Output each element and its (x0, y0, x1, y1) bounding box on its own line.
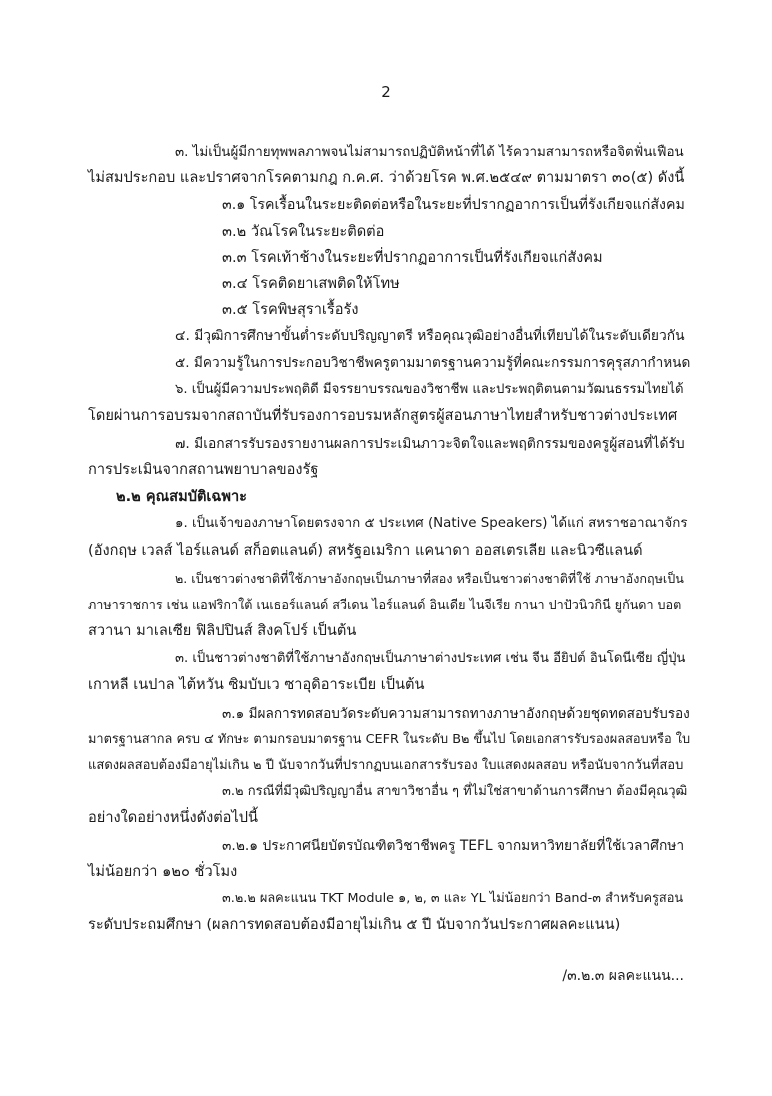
item-4: ๔. มีวุฒิการศึกษาขั้นต่ำระดับปริญญาตรี หรือคุณวุฒิอย่างอื่นที่เทียบได้ในระดับเดียวกัน (175, 328, 685, 344)
spec-item-3-2: ๓.๒ กรณีที่มีวุฒิปริญญาอื่น สาขาวิชาอื่น ๆ ที่ไม่ใช่สาขาด้านการศึกษา ต้องมีคุณวุฒิ (222, 784, 688, 799)
item-7-cont: การประเมินจากสถานพยาบาลของรัฐ (88, 461, 319, 478)
spec-item-1-cont: (อังกฤษ เวลส์ ไอร์แลนด์ สก็อตแลนด์) สหรัฐอเมริกา แคนาดา ออสเตรเลีย และนิวซีแลนด์ (88, 542, 643, 559)
item-5: ๕. มีความรู้ในการประกอบวิชาชีพครูตามมาตรฐานความรู้ที่คณะกรรมการคุรุสภากำหนด (175, 355, 691, 371)
spec-item-2-cont: ภาษาราชการ เช่น แอฟริกาใต้ เนเธอร์แลนด์ สวีเดน ไอร์แลนด์ อินเดีย ไนจีเรีย กานา ปาปัวนิวกินี ยูกันดา บอต (88, 597, 682, 612)
spec-item-3-2-1-cont: ไม่น้อยกว่า ๑๒๐ ชั่วโมง (88, 863, 238, 880)
spec-item-3: ๓. เป็นชาวต่างชาติที่ใช้ภาษาอังกฤษเป็นภาษาต่างประเทศ เช่น จีน อียิปต์ อินโดนีเซีย ญี่ปุ่น (175, 651, 686, 666)
spec-item-2: ๒. เป็นชาวต่างชาติที่ใช้ภาษาอังกฤษเป็นภาษาที่สอง หรือเป็นชาวต่างชาติที่ใช้ ภาษาอังกฤษเป็น (175, 571, 684, 586)
page-number: 2 (381, 83, 391, 101)
spec-item-3-2-2: ๓.๒.๒ ผลคะแนน TKT Module ๑, ๒, ๓ และ YL ไม่น้อยกว่า Band-๓ สำหรับครูสอน (222, 891, 684, 906)
spec-item-3-1: ๓.๑ มีผลการทดสอบวัดระดับความสามารถทางภาษาอังกฤษด้วยชุดทดสอบรับรอง (222, 706, 690, 722)
continuation-note: /๓.๒.๓ ผลคะแนน... (562, 968, 684, 984)
item-3-2: ๓.๒ วัณโรคในระยะติดต่อ (222, 223, 385, 240)
spec-item-3-2-cont: อย่างใดอย่างหนึ่งดังต่อไปนี้ (88, 809, 259, 826)
item-3: ๓. ไม่เป็นผู้มีกายทุพพลภาพจนไม่สามารถปฏิบัติหน้าที่ได้ ไร้ความสามารถหรือจิตฟั่นเฟือน (175, 145, 684, 160)
item-3-cont: ไม่สมประกอบ และปราศจากโรคตามกฎ ก.ค.ศ. ว่าด้วยโรค พ.ศ.๒๕๔๙ ตามมาตรา ๓๐(๕) ดังนี้ (88, 169, 685, 186)
spec-item-3-2-2-cont: ระดับประถมศึกษา (ผลการทดสอบต้องมีอายุไม่เกิน ๕ ปี นับจากวันประกาศผลคะแนน) (88, 916, 621, 933)
item-3-1: ๓.๑ โรคเรื้อนในระยะติดต่อหรือในระยะที่ปรากฏอาการเป็นที่รังเกียจแก่สังคม (222, 197, 685, 213)
item-3-4: ๓.๔ โรคติดยาเสพติดให้โทษ (222, 275, 400, 292)
item-3-5: ๓.๕ โรคพิษสุราเรื้อรัง (222, 301, 359, 318)
spec-item-3-2-1: ๓.๒.๑ ประกาศนียบัตรบัณฑิตวิชาชีพครู TEFL จากมหาวิทยาลัยที่ใช้เวลาศึกษา (222, 838, 685, 854)
spec-item-1: ๑. เป็นเจ้าของภาษาโดยตรงจาก ๕ ประเทศ (Native Speakers) ได้แก่ สหราชอาณาจักร (175, 516, 688, 531)
item-7: ๗. มีเอกสารรับรองรายงานผลการประเมินภาวะจิตใจและพฤติกรรมของครูผู้สอนที่ได้รับ (175, 436, 685, 452)
spec-item-3-1-cont: มาตรฐานสากล ครบ ๔ ทักษะ ตามกรอบมาตรฐาน CEFR ในระดับ B๒ ขึ้นไป โดยเอกสารรับรองผลสอบหรือ ใบ (88, 732, 691, 747)
item-3-3: ๓.๓ โรคเท้าช้างในระยะที่ปรากฏอาการเป็นที่รังเกียจแก่สังคม (222, 249, 603, 266)
spec-item-2-cont2: สวานา มาเลเซีย ฟิลิปปินส์ สิงคโปร์ เป็นต้น (88, 622, 357, 639)
section-heading-2-2: ๒.๒ คุณสมบัติเฉพาะ (116, 488, 248, 505)
spec-item-3-1-cont2: แสดงผลสอบต้องมีอายุไม่เกิน ๒ ปี นับจากวันที่ปรากฏบนเอกสารรับรอง ใบแสดงผลสอบ หรือนับจากวันที่สอบ (88, 758, 684, 773)
item-6-cont: โดยผ่านการอบรมจากสถาบันที่รับรองการอบรมหลักสูตรผู้สอนภาษาไทยสำหรับชาวต่างประเทศ (88, 407, 678, 424)
spec-item-3-cont: เกาหลี เนปาล ไต้หวัน ซิมบับเว ซาอุดิอาระเบีย เป็นต้น (88, 676, 425, 693)
item-6: ๖. เป็นผู้มีความประพฤติดี มีจรรยาบรรณของวิชาชีพ และประพฤติตนตามวัฒนธรรมไทยได้ (175, 382, 684, 397)
